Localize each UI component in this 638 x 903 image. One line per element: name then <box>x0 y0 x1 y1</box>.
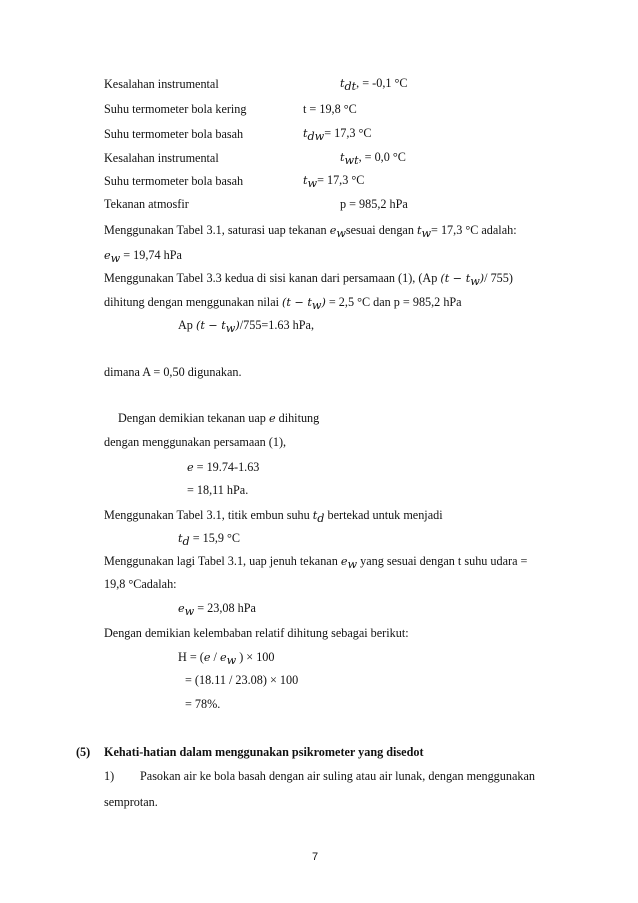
param-value: $t_{dt}$, = -0,1 °C <box>340 76 408 93</box>
param-value: $t_{dw}= 17,3$ °C <box>303 126 372 143</box>
section-title: Kehati-hatian dalam menggunakan psikrometer yang disedot <box>104 745 424 759</box>
item-text-cont: semprotan. <box>104 795 158 809</box>
param-value: t = 19,8 °C <box>303 102 357 116</box>
h-equation: $H = (e / e_w$ ) × 100 <box>178 650 275 667</box>
param-label: Suhu termometer bola kering <box>104 102 247 116</box>
page-number: 7 <box>312 851 319 863</box>
paragraph-computed: dihitung dengan menggunakan nilai $(t - t_w) = 2,5$ °C dan p = 985,2 hPa <box>104 295 462 312</box>
paragraph-pressure: Dengan demikian tekanan uap e dihitung <box>118 411 320 425</box>
ap-equation: Ap $(t - t_w)/755=1.63$ hPa, <box>178 318 314 335</box>
paragraph-saturation-2: Menggunakan lagi Tabel 3.1, uap jenuh tekanan $e_w$ yang sesuai dengan t suhu udara = <box>104 554 528 571</box>
paragraph-table33: Menggunakan Tabel 3.3 kedua di sisi kanan dari persamaan (1), (Ap $(t - t_w)/$ 755) <box>104 271 513 288</box>
rh-intro: Dengan demikian kelembaban relatif dihitung sebagai berikut: <box>104 626 409 640</box>
item-number: 1) <box>104 769 115 783</box>
param-value: p = 985,2 hPa <box>340 197 408 211</box>
dimana-line: dimana A = 0,50 digunakan. <box>104 365 242 379</box>
param-label: Kesalahan instrumental <box>104 151 219 165</box>
param-label: Tekanan atmosfir <box>104 197 189 211</box>
section-number: (5) <box>76 745 91 759</box>
ew2-result: $e_w = 23,08$ hPa <box>178 601 256 618</box>
paragraph-saturation-2-cont: 19,8 °Cadalah: <box>104 577 177 591</box>
param-value: $t_{wt}$, = 0,0 °C <box>340 150 406 167</box>
param-label: Suhu termometer bola basah <box>104 127 244 141</box>
item-text: Pasokan air ke bola basah dengan air suling atau air lunak, dengan menggunakan <box>140 769 535 783</box>
h-equation-2: = (18.11 / 23.08) × 100 <box>185 673 299 687</box>
e-equation: e = 19.74-1.63 <box>187 460 260 474</box>
param-label: Kesalahan instrumental <box>104 77 219 91</box>
param-label: Suhu termometer bola basah <box>104 174 244 188</box>
e-result: = 18,11 hPa. <box>187 483 249 497</box>
paragraph-dewpoint: Menggunakan Tabel 3.1, titik embun suhu $t_d$ bertekad untuk menjadi <box>104 508 443 525</box>
td-result: $t_d = 15,9$ °C <box>178 531 241 548</box>
ew-result: $e_w = 19,74$ hPa <box>104 248 182 265</box>
paragraph-saturation: Menggunakan Tabel 3.1, saturasi uap tekanan $e_wsesuai$ dengan $t_w= 17,3$ °C adalah: <box>104 223 517 240</box>
paragraph-pressure-2: dengan menggunakan persamaan (1), <box>104 435 287 449</box>
h-result: = 78%. <box>185 697 221 711</box>
param-value: $t_w= 17,3$ °C <box>303 173 365 190</box>
